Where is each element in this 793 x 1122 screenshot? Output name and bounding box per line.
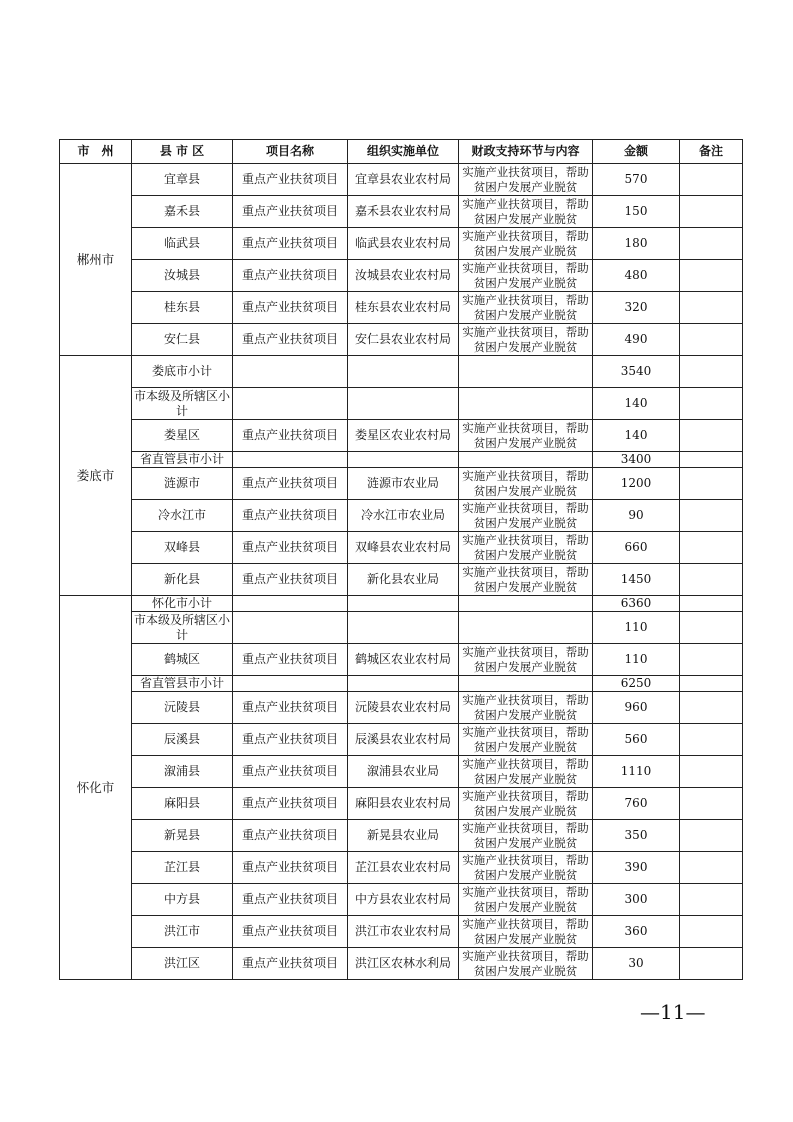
project-cell: 重点产业扶贫项目 [233,852,348,884]
empty-cell [348,676,459,692]
empty-cell [233,612,348,644]
content-cell: 实施产业扶贫项目，帮助贫困户发展产业脱贫 [459,260,593,292]
unit-cell: 洪江区农林水利局 [348,948,459,980]
unit-cell: 中方县农业农村局 [348,884,459,916]
header-unit: 组织实施单位 [348,140,459,164]
subtotal-label-cell: 怀化市小计 [132,596,233,612]
project-cell: 重点产业扶贫项目 [233,644,348,676]
unit-cell: 溆浦县农业局 [348,756,459,788]
subtotal-label-cell: 市本级及所辖区小计 [132,612,233,644]
content-cell: 实施产业扶贫项目，帮助贫困户发展产业脱贫 [459,532,593,564]
project-cell: 重点产业扶贫项目 [233,884,348,916]
table-row [60,196,743,228]
note-cell [680,324,743,356]
subtotal-amount-cell: 110 [593,612,680,644]
county-cell: 沅陵县 [132,692,233,724]
subtotal-label-cell: 省直管县市小计 [132,452,233,468]
amount-cell: 90 [593,500,680,532]
content-cell: 实施产业扶贫项目，帮助贫困户发展产业脱贫 [459,788,593,820]
table-row [60,500,743,532]
county-cell: 嘉禾县 [132,196,233,228]
content-cell: 实施产业扶贫项目，帮助贫困户发展产业脱贫 [459,692,593,724]
county-cell: 桂东县 [132,292,233,324]
county-cell: 鹤城区 [132,644,233,676]
subtotal-amount-cell: 140 [593,388,680,420]
empty-cell [233,596,348,612]
content-cell: 实施产业扶贫项目，帮助贫困户发展产业脱贫 [459,228,593,260]
amount-cell: 350 [593,820,680,852]
amount-cell: 300 [593,884,680,916]
amount-cell: 140 [593,420,680,452]
empty-cell [459,596,593,612]
empty-cell [680,356,743,388]
unit-cell: 鹤城区农业农村局 [348,644,459,676]
empty-cell [233,676,348,692]
table-row [60,468,743,500]
project-cell: 重点产业扶贫项目 [233,788,348,820]
county-cell: 中方县 [132,884,233,916]
content-cell: 实施产业扶贫项目，帮助贫困户发展产业脱贫 [459,420,593,452]
unit-cell: 涟源市农业局 [348,468,459,500]
note-cell [680,532,743,564]
unit-cell: 麻阳县农业农村局 [348,788,459,820]
note-cell [680,884,743,916]
subtotal-amount-cell: 6250 [593,676,680,692]
empty-cell [680,452,743,468]
content-cell: 实施产业扶贫项目，帮助贫困户发展产业脱贫 [459,564,593,596]
unit-cell: 临武县农业农村局 [348,228,459,260]
unit-cell: 娄星区农业农村局 [348,420,459,452]
page-number: —11— [640,1000,706,1024]
table-row [60,724,743,756]
empty-cell [348,612,459,644]
county-cell: 宜章县 [132,164,233,196]
unit-cell: 辰溪县农业农村局 [348,724,459,756]
empty-cell [233,388,348,420]
table-header-row [60,140,743,164]
subtotal-row [60,452,743,468]
content-cell: 实施产业扶贫项目，帮助贫困户发展产业脱贫 [459,820,593,852]
county-cell: 新晃县 [132,820,233,852]
note-cell [680,724,743,756]
table-row [60,948,743,980]
amount-cell: 30 [593,948,680,980]
table-row [60,260,743,292]
project-cell: 重点产业扶贫项目 [233,260,348,292]
header-city: 市 州 [60,140,132,164]
content-cell: 实施产业扶贫项目，帮助贫困户发展产业脱贫 [459,164,593,196]
county-cell: 辰溪县 [132,724,233,756]
unit-cell: 新化县农业局 [348,564,459,596]
subtotal-row [60,356,743,388]
subtotal-amount-cell: 6360 [593,596,680,612]
note-cell [680,916,743,948]
unit-cell: 芷江县农业农村局 [348,852,459,884]
county-cell: 芷江县 [132,852,233,884]
subtotal-amount-cell: 3400 [593,452,680,468]
subtotal-label-cell: 市本级及所辖区小计 [132,388,233,420]
unit-cell: 汝城县农业农村局 [348,260,459,292]
content-cell: 实施产业扶贫项目，帮助贫困户发展产业脱贫 [459,852,593,884]
subtotal-label-cell: 娄底市小计 [132,356,233,388]
note-cell [680,692,743,724]
table-row [60,164,743,196]
project-cell: 重点产业扶贫项目 [233,756,348,788]
subtotal-row [60,596,743,612]
note-cell [680,260,743,292]
subtotal-row [60,612,743,644]
subtotal-amount-cell: 3540 [593,356,680,388]
empty-cell [348,388,459,420]
county-cell: 涟源市 [132,468,233,500]
project-cell: 重点产业扶贫项目 [233,228,348,260]
amount-cell: 1450 [593,564,680,596]
unit-cell: 桂东县农业农村局 [348,292,459,324]
amount-cell: 760 [593,788,680,820]
empty-cell [459,356,593,388]
project-cell: 重点产业扶贫项目 [233,292,348,324]
table-row [60,756,743,788]
table-row [60,692,743,724]
unit-cell: 冷水江市农业局 [348,500,459,532]
project-cell: 重点产业扶贫项目 [233,420,348,452]
project-cell: 重点产业扶贫项目 [233,564,348,596]
subtotal-row [60,388,743,420]
note-cell [680,564,743,596]
content-cell: 实施产业扶贫项目，帮助贫困户发展产业脱贫 [459,884,593,916]
amount-cell: 390 [593,852,680,884]
table-body [60,164,743,980]
header-project: 项目名称 [233,140,348,164]
empty-cell [348,596,459,612]
header-note: 备注 [680,140,743,164]
amount-cell: 490 [593,324,680,356]
content-cell: 实施产业扶贫项目，帮助贫困户发展产业脱贫 [459,644,593,676]
empty-cell [680,612,743,644]
amount-cell: 560 [593,724,680,756]
empty-cell [459,612,593,644]
table-row [60,564,743,596]
table-row [60,228,743,260]
header-amount: 金额 [593,140,680,164]
content-cell: 实施产业扶贫项目，帮助贫困户发展产业脱贫 [459,292,593,324]
unit-cell: 沅陵县农业农村局 [348,692,459,724]
project-cell: 重点产业扶贫项目 [233,468,348,500]
subtotal-row [60,676,743,692]
table-row [60,292,743,324]
county-cell: 洪江区 [132,948,233,980]
amount-cell: 320 [593,292,680,324]
table-row [60,644,743,676]
unit-cell: 洪江市农业农村局 [348,916,459,948]
empty-cell [348,356,459,388]
project-cell: 重点产业扶贫项目 [233,820,348,852]
unit-cell: 宜章县农业农村局 [348,164,459,196]
amount-cell: 480 [593,260,680,292]
county-cell: 安仁县 [132,324,233,356]
county-cell: 冷水江市 [132,500,233,532]
content-cell: 实施产业扶贫项目，帮助贫困户发展产业脱贫 [459,468,593,500]
table-row [60,420,743,452]
content-cell: 实施产业扶贫项目，帮助贫困户发展产业脱贫 [459,916,593,948]
city-cell: 郴州市 [60,164,132,356]
project-cell: 重点产业扶贫项目 [233,324,348,356]
note-cell [680,820,743,852]
note-cell [680,948,743,980]
county-cell: 新化县 [132,564,233,596]
amount-cell: 180 [593,228,680,260]
empty-cell [459,452,593,468]
amount-cell: 360 [593,916,680,948]
unit-cell: 安仁县农业农村局 [348,324,459,356]
city-cell: 怀化市 [60,596,132,980]
table-row [60,884,743,916]
unit-cell: 新晃县农业局 [348,820,459,852]
content-cell: 实施产业扶贫项目，帮助贫困户发展产业脱贫 [459,500,593,532]
amount-cell: 110 [593,644,680,676]
unit-cell: 双峰县农业农村局 [348,532,459,564]
note-cell [680,228,743,260]
county-cell: 溆浦县 [132,756,233,788]
county-cell: 娄星区 [132,420,233,452]
project-cell: 重点产业扶贫项目 [233,500,348,532]
empty-cell [459,676,593,692]
note-cell [680,468,743,500]
content-cell: 实施产业扶贫项目，帮助贫困户发展产业脱贫 [459,756,593,788]
header-content: 财政支持环节与内容 [459,140,593,164]
table-row [60,916,743,948]
empty-cell [680,596,743,612]
empty-cell [459,388,593,420]
note-cell [680,644,743,676]
county-cell: 临武县 [132,228,233,260]
county-cell: 双峰县 [132,532,233,564]
amount-cell: 1200 [593,468,680,500]
table-row [60,532,743,564]
empty-cell [680,676,743,692]
county-cell: 洪江市 [132,916,233,948]
empty-cell [233,356,348,388]
amount-cell: 660 [593,532,680,564]
note-cell [680,292,743,324]
project-cell: 重点产业扶贫项目 [233,948,348,980]
project-cell: 重点产业扶贫项目 [233,724,348,756]
note-cell [680,500,743,532]
county-cell: 麻阳县 [132,788,233,820]
content-cell: 实施产业扶贫项目，帮助贫困户发展产业脱贫 [459,324,593,356]
amount-cell: 960 [593,692,680,724]
project-cell: 重点产业扶贫项目 [233,196,348,228]
project-cell: 重点产业扶贫项目 [233,916,348,948]
table-row [60,324,743,356]
table-row [60,788,743,820]
project-cell: 重点产业扶贫项目 [233,164,348,196]
note-cell [680,164,743,196]
county-cell: 汝城县 [132,260,233,292]
city-cell: 娄底市 [60,356,132,596]
table-row [60,852,743,884]
unit-cell: 嘉禾县农业农村局 [348,196,459,228]
note-cell [680,852,743,884]
header-county: 县 市 区 [132,140,233,164]
note-cell [680,420,743,452]
amount-cell: 1110 [593,756,680,788]
amount-cell: 570 [593,164,680,196]
amount-cell: 150 [593,196,680,228]
empty-cell [233,452,348,468]
note-cell [680,788,743,820]
funding-table [59,139,743,980]
empty-cell [680,388,743,420]
content-cell: 实施产业扶贫项目，帮助贫困户发展产业脱贫 [459,948,593,980]
note-cell [680,196,743,228]
subtotal-label-cell: 省直管县市小计 [132,676,233,692]
project-cell: 重点产业扶贫项目 [233,532,348,564]
note-cell [680,756,743,788]
table-row [60,820,743,852]
project-cell: 重点产业扶贫项目 [233,692,348,724]
empty-cell [348,452,459,468]
content-cell: 实施产业扶贫项目，帮助贫困户发展产业脱贫 [459,196,593,228]
content-cell: 实施产业扶贫项目，帮助贫困户发展产业脱贫 [459,724,593,756]
